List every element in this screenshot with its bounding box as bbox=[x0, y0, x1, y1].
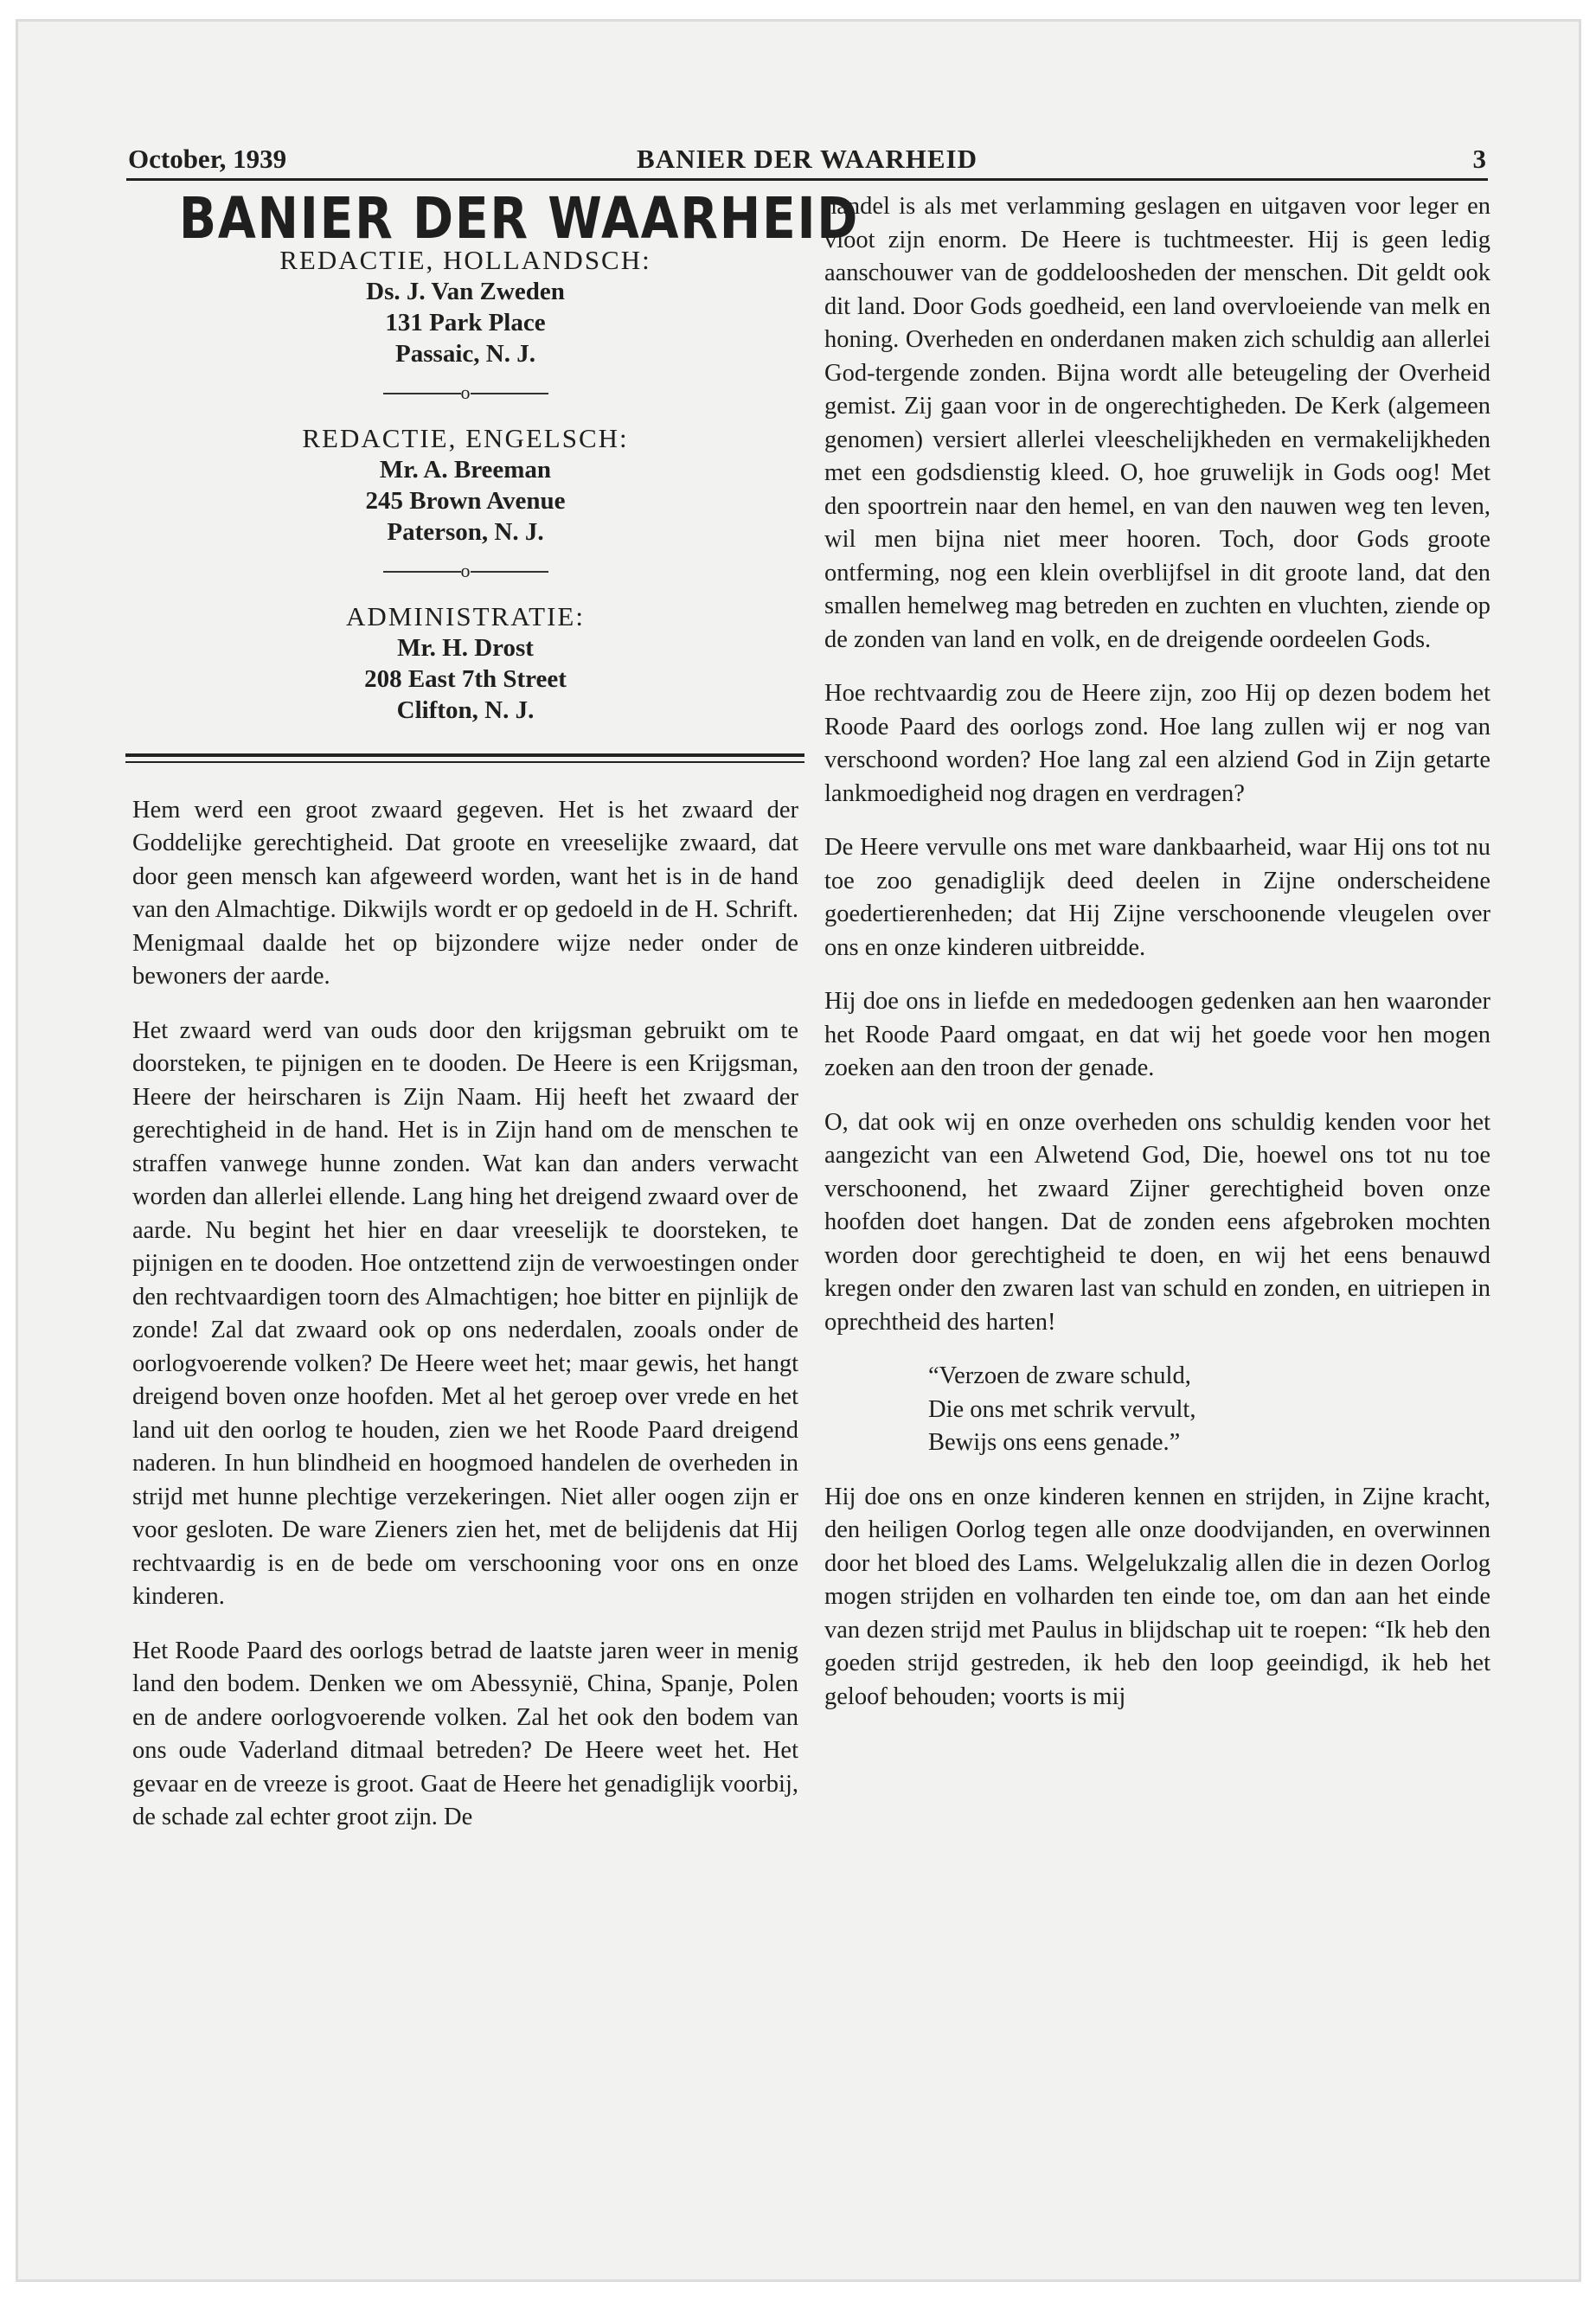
masthead-line: Paterson, N. J. bbox=[387, 517, 544, 546]
left-column bbox=[132, 185, 860, 1856]
masthead-double-rule bbox=[125, 753, 804, 763]
poem-line: Die ons met schrik vervult, bbox=[928, 1395, 1196, 1423]
masthead-line: Mr. H. Drost bbox=[397, 633, 534, 662]
paragraph: Het Roode Paard des oorlogs betrad de laatste jaren weer in menig land den bodem. Denken we om Abessynië, China, Spanje, Polen en de andere oorlogvoerende volken. Zal het ook den bodem van ons oude Vaderland ditmaal betreden? De Heere weet het. Het gevaar en de vreeze is groot. Gaat de Heere het genadiglijk voorbij, de schade zal echter groot zijn. De bbox=[132, 1637, 798, 1830]
masthead bbox=[132, 185, 860, 726]
header-rule bbox=[126, 178, 1488, 181]
header-title: BANIER DER WAARHEID bbox=[637, 144, 977, 174]
paragraph: handel is als met verlamming geslagen en uitgaven voor leger en vloot zijn enorm. De Heere is tuchtmeester. Hij is geen ledig aanschouwer van de goddeloosheden der menschen. Dit geldt ook dit land. Door Gods goedheid, een land overvloeiende van melk en honing. Overheden en onderdanen maken zich schuldig aan allerlei God-tergende zonden. Bijna wordt alle beteugeling der Overheid gemist. Zij gaan voor in de ongerechtigheden. De Kerk (algemeen genomen) versiert allerlei vleeschelijkheden en vermakelijkheden met een godsdienstig kleed. O, hoe gruwelijk in Gods oog! Met den spoortrein naar den hemel, en van den nauwen weg ten leven, wil men bijna niet meer hooren. Toch, door Gods groote ontferming, nog een klein overblijfsel in dit groote land, dat den smallen hemelweg mag betreden en zuchten en vluchten, ziende op de zonden van land en volk, en de dreigende oordeelen Gods. bbox=[824, 193, 1490, 653]
paragraph: De Heere vervulle ons met ware dankbaarheid, waar Hij ons tot nu toe zoo genadiglijk deed deelen in Zijne onderscheidene goedertierenheden; dat Hij Zijne verschoonende vleugelen over ons en onze kinderen uitbreidde. bbox=[824, 834, 1490, 961]
header-page-number: 3 bbox=[1472, 144, 1486, 174]
masthead-line: 131 Park Place bbox=[385, 308, 546, 336]
header-date: October, 1939 bbox=[128, 144, 287, 174]
paragraph: Hem werd een groot zwaard gegeven. Het is het zwaard der Goddelijke gerechtigheid. Dat groote en vreeselijke zwaard, dat door geen mensch kan afgeweerd worden, want het is in de hand van den Almachtige. Dikwijls wordt er op gedoeld in de H. Schrift. Menigmaal daalde het op bijzondere wijze neder onder de bewoners der aarde. bbox=[132, 796, 798, 990]
paragraph: Het zwaard werd van ouds door den krijgsman gebruikt om te doorsteken, te pijnigen en te dooden. De Heere is een Krijgsman, Heere der heirscharen is Zijn Naam. Hij heeft het zwaard der gerechtigheid in de hand. Het is in Zijn hand om de menschen te straffen vanwege hunne zonden. Wat kan dan anders verwacht worden dan allerlei ellende. Lang hing het dreigend zwaard over de aarde. Nu begint het hier en daar vreeselijk te doorsteken, te pijnigen en te dooden. Hoe ontzettend zijn de verwoestingen onder den rechtvaardigen toorn des Almachtigen; hoe bitter en pijnlijk de zonde! Zal dat zwaard ook op ons nederdalen, zooals onder de oorlogvoerende volken? De Heere weet het; maar gewis, het hangt dreigend boven onze hoofden. Met al het geroep over vrede en het land uit den oorlog te houden, zien we het Roode Paard dreigend naderen. In hun blindheid en hoogmoed handelen de overheden in strijd met hunne plechtige verzekeringen. Niet aller oogen zijn er voor gesloten. De ware Zieners zien het, met de belijdenis dat Hij rechtvaardig is en de bede om verschooning voor ons en onze kinderen. bbox=[132, 1016, 798, 1610]
masthead-title: BANIER DER WAARHEID bbox=[178, 185, 860, 252]
masthead-separator: o bbox=[132, 558, 798, 584]
masthead-line: Clifton, N. J. bbox=[396, 695, 535, 724]
masthead-section-heading: ADMINISTRATIE: bbox=[346, 600, 585, 631]
running-header bbox=[128, 138, 1486, 182]
paragraph: O, dat ook wij en onze overheden ons schuldig kenden voor het aangezicht van een Alwetend God, Die, hoewel ons tot nu toe verschoonend, het zwaard Zijner gerechtigheid boven onze hoofden doet hangen. Dat de zonden eens afgebroken mochten worden door gerechtigheid te doen, en wij het eens benauwd kregen onder den zwaren last van schuld en zonden, en uitriepen in oprechtheid des harten! bbox=[824, 1108, 1490, 1336]
masthead-line: 245 Brown Avenue bbox=[365, 486, 566, 515]
paragraph: Hoe rechtvaardig zou de Heere zijn, zoo Hij op dezen bodem het Roode Paard des oorlogs zond. Hoe lang zullen wij er nog van verschoond worden? Hoe lang zal een alziend God in Zijn getarte lankmoedigheid nog dragen en verdragen? bbox=[824, 680, 1490, 807]
masthead-line: 208 East 7th Street bbox=[364, 664, 567, 693]
masthead-section-heading: REDACTIE, ENGELSCH: bbox=[302, 422, 629, 453]
paragraph: Hij doe ons en onze kinderen kennen en strijden, in Zijne kracht, den heiligen Oorlog tegen alle onze doodvijanden, en overwinnen door het bloed des Lams. Welgelukzalig allen die in dezen Oorlog mogen strijden en volharden ten einde toe, om dan aan het einde van dezen strijd met Paulus in blijdschap uit te roepen: “Ik heb den goeden strijd gestreden, ik heb den loop geeindigd, ik heb het geloof behouden; voorts is mij bbox=[824, 1483, 1490, 1710]
poem-line: Bewijs ons eens genade.” bbox=[928, 1429, 1181, 1456]
masthead-line: Mr. A. Breeman bbox=[379, 455, 552, 484]
page bbox=[16, 19, 1581, 2282]
masthead-line: Ds. J. Van Zweden bbox=[366, 277, 565, 305]
paragraph: Hij doe ons in liefde en mededoogen gedenken aan hen waaronder het Roode Paard omgaat, en dat wij het goede voor hen mogen zoeken aan den troon der genade. bbox=[824, 988, 1490, 1081]
masthead-separator: o bbox=[132, 380, 798, 406]
poem-quote bbox=[928, 1360, 1490, 1460]
poem-line: “Verzoen de zware schuld, bbox=[928, 1362, 1191, 1389]
masthead-section-heading: REDACTIE, HOLLANDSCH: bbox=[279, 244, 651, 275]
masthead-line: Passaic, N. J. bbox=[395, 339, 535, 368]
right-column bbox=[824, 190, 1490, 1734]
